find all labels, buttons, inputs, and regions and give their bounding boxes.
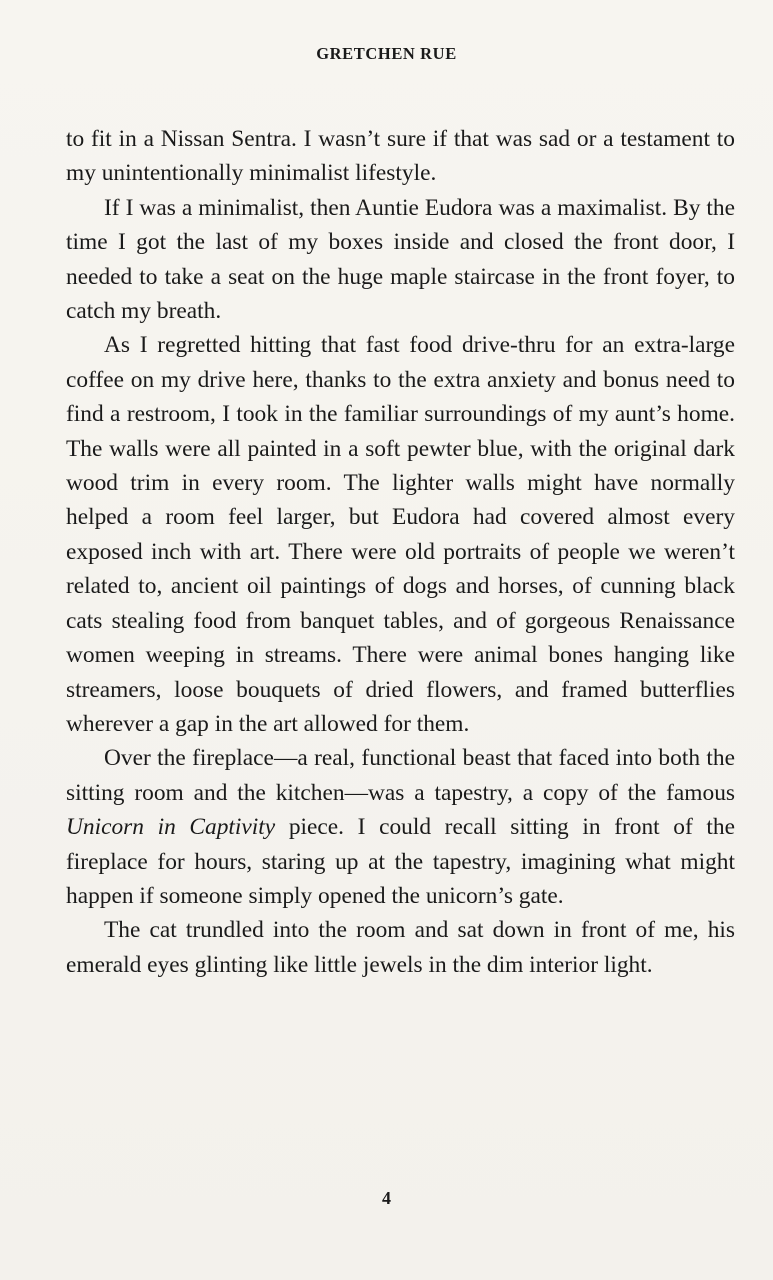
paragraph-4-after: piece. I could recall sitting in front of the fireplace for hours, staring up at the tapestry, imagining what might happen if someone simply opened the unicorn’s gate. — [66, 814, 735, 909]
running-head: GRETCHEN RUE — [316, 44, 457, 63]
paragraph-5: The cat trundled into the room and sat down in front of me, his emerald eyes glinting like little jewels in the dim interior light. — [66, 917, 735, 978]
paragraph-2: If I was a minimalist, then Auntie Eudora was a maximalist. By the time I got the last of my boxes inside and closed the front door, I needed to take a seat on the huge maple staircase in the front foyer, to catch my breath. — [66, 194, 735, 325]
paragraph-1: to fit in a Nissan Sentra. I wasn’t sure if that was sad or a testament to my unintentionally minimalist lifestyle. — [66, 126, 735, 187]
artwork-title: Unicorn in Captivity — [66, 814, 276, 841]
paragraph-4 — [66, 741, 735, 913]
page-number: 4 — [382, 1188, 391, 1208]
paragraph-4-before: Over the fireplace—a real, functional beast that faced into both the sitting room and the kitchen—was a tapestry, a copy of the famous — [66, 745, 735, 806]
paragraph-3: As I regretted hitting that fast food drive-thru for an extra-large coffee on my drive here, thanks to the extra anxiety and bonus need to find a restroom, I took in the familiar surroundings of my aunt’s home. The walls were all painted in a soft pewter blue, with the original dark wood trim in every room. The lighter walls might have normally helped a room feel larger, but Eudora had covered almost every exposed inch with art. There were old portraits of people we weren’t related to, ancient oil paintings of dogs and horses, of cunning black cats stealing food from banquet tables, and of gorgeous Renaissance women weeping in streams. There were animal bones hanging like streamers, loose bouquets of dried flowers, and framed butterflies wherever a gap in the art allowed for them. — [66, 332, 735, 737]
body-text — [66, 122, 735, 982]
